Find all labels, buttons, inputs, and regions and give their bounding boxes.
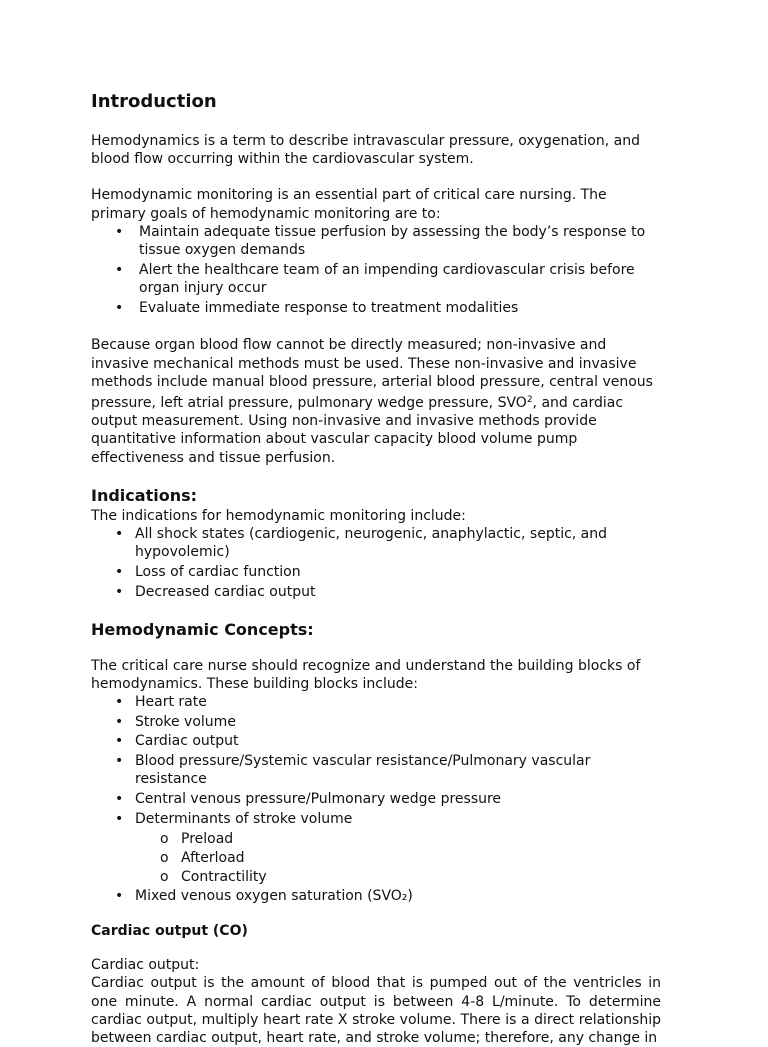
section-heading-introduction: Introduction [91, 91, 217, 112]
indications-list [91, 525, 661, 601]
section-heading-indications: Indications: [91, 485, 197, 505]
list-item: • Alert the healthcare team of an impending cardiovascular crisis before organ injury occur [91, 261, 661, 298]
concepts-list [91, 693, 661, 828]
sub-list-item: o Afterload [91, 849, 661, 868]
list-item: • Decreased cardiac output [91, 583, 661, 602]
paragraph-text: Because organ blood flow cannot be directly measured; non-invasive and invasive mechanical methods must be used. These non-invasive and invasive methods include manual blood pressure, arterial blood pressure, central venous pressure, left atrial pressure, pulmonary wedge pressure, SVO [91, 337, 653, 411]
list-item: • Heart rate [91, 693, 661, 712]
goals-list [91, 223, 661, 318]
intro-paragraph-3 [91, 336, 661, 466]
intro-paragraph-1: Hemodynamics is a term to describe intravascular pressure, oxygenation, and blood flow occurring within the cardiovascular system. [91, 133, 640, 168]
indications-lead: The indications for hemodynamic monitoring include: [91, 507, 466, 524]
sub-list-item: o Preload [91, 830, 661, 849]
cardiac-output-label: Cardiac output: [91, 957, 200, 974]
list-item: • Mixed venous oxygen saturation (SVO₂) [91, 887, 661, 906]
stroke-volume-sublist [91, 830, 661, 887]
list-item: • Blood pressure/Systemic vascular resistance/Pulmonary vascular resistance [91, 752, 661, 789]
intro-paragraph-2: Hemodynamic monitoring is an essential part of critical care nursing. The primary goals of hemodynamic monitoring are to: [91, 187, 607, 222]
list-item: • Maintain adequate tissue perfusion by assessing the body’s response to tissue oxygen demands [91, 223, 661, 260]
concepts-lead: The critical care nurse should recognize and understand the building blocks of hemodynamics. These building blocks include: [91, 657, 641, 692]
superscript: 2 [526, 394, 533, 405]
document-page [91, 90, 661, 1047]
list-item: • All shock states (cardiogenic, neurogenic, anaphylactic, septic, and hypovolemic) [91, 525, 661, 562]
list-item: • Central venous pressure/Pulmonary wedge pressure [91, 790, 661, 809]
list-item: • Loss of cardiac function [91, 563, 661, 582]
list-item: • Stroke volume [91, 713, 661, 732]
paragraph-text: , and cardiac output measurement. Using non-invasive and invasive methods provide quantitative information about vascular capacity blood volume pump effectiveness and tissue perfusion. [91, 394, 624, 466]
section-heading-cardiac-output: Cardiac output (CO) [91, 923, 248, 940]
sub-list-item: o Contractility [91, 868, 661, 887]
section-heading-concepts: Hemodynamic Concepts: [91, 619, 314, 639]
concepts-list-continued [91, 887, 661, 906]
list-item: • Evaluate immediate response to treatment modalities [91, 299, 661, 318]
cardiac-output-body: Cardiac output is the amount of blood that is pumped out of the ventricles in one minute. A normal cardiac output is between 4-8 L/minute. To determine cardiac output, multiply heart rate X stroke volume. There is a direct relationship between cardiac output, heart rate, and stroke volume; therefore, any change in [91, 975, 661, 1047]
list-item: • Determinants of stroke volume [91, 810, 661, 829]
list-item: • Cardiac output [91, 732, 661, 751]
